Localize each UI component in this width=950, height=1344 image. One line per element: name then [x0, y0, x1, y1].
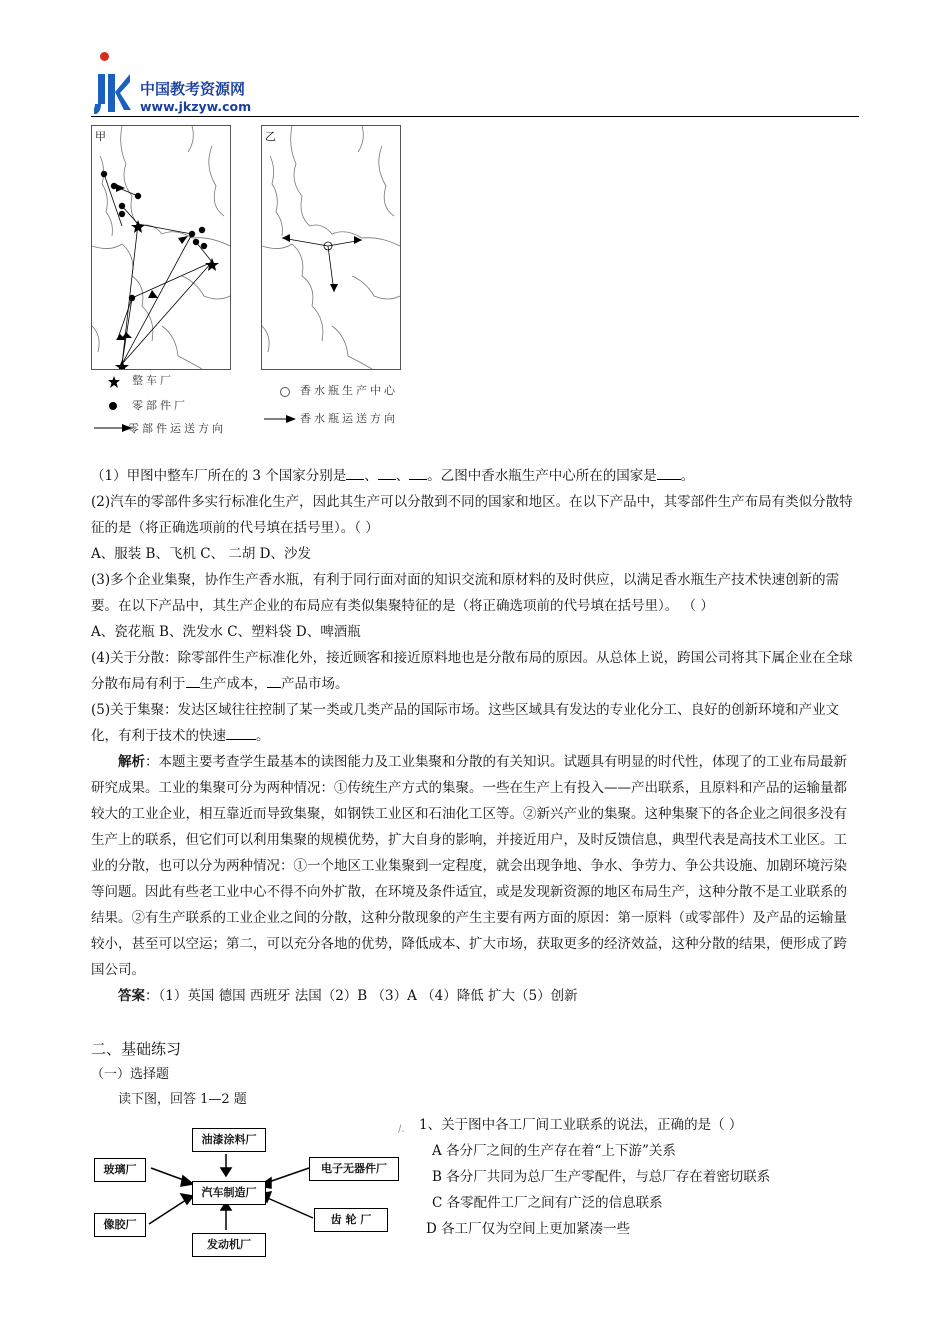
q4-blank-1[interactable] [186, 673, 200, 688]
mcq-option-c[interactable]: C 各零配件工厂之间有广泛的信息联系 [432, 1195, 663, 1211]
analysis-text: ：本题主要考查学生最基本的读图能力及工业集聚和分散的有关知识。试题具有明显的时代性，体现了的工业布局最新研究成果。工业的集聚可分为两种情况：①传统生产方式的集聚。一些在生产上有投入——产出联系，且原料和产品的运输量都较大的工业企业，相互靠近而导致集聚，如钢铁工业区和石油化工区等。②新兴产业的集聚。这种集聚下的各企业之间很多没有生产上的联系，但它们可以利用集聚的规模优势，扩大自身的影响，并接近用户，及时反馈信息，典型代表是高技术工业区。工业的分散，也可以分为两种情况：①一个地区工业集聚到一定程度，就会出现争地、争水、争劳力、争公共设施、加剧环境污染等问题。因此有些老工业中心不得不向外扩散，在环境及条件适宜，或是发现新资源的地区布局生产，这种分散不是工业联系的结果。②有生产联系的工业企业之间的分散，这种分散现象的产生主要有两方面的原因：第一原料（或零部件）及产品的运输量较小，甚至可以空运；第二，可以充分各地的优势，降低成本、扩大市场，获取更多的经济效益，这种分散的结果，便形成了跨国公司。 [91, 754, 847, 978]
map-a-label: 甲 [95, 130, 106, 143]
question-4 [91, 645, 859, 697]
section-instruction: 读下图，回答 1—2 题 [118, 1092, 247, 1107]
q5-text-end: 。 [256, 728, 270, 744]
box-gear-factory: 齿 轮 厂 [314, 1208, 388, 1232]
box-car-factory: 汽车制造厂 [192, 1181, 266, 1205]
question-1 [91, 463, 694, 489]
q4-text-end: 产品市场。 [281, 676, 349, 692]
legend-perfume-direction: 香水瓶运送方向 [300, 412, 398, 425]
mcq-option-a[interactable]: A 各分厂之间的生产存在着“上下游”关系 [432, 1143, 676, 1159]
map-b [261, 125, 401, 370]
q1-text-pre: （1）甲图中整车厂所在的 3 个国家分别是 [91, 468, 347, 484]
q4-blank-2[interactable] [267, 673, 281, 688]
logo-title: 中国教考资源网 [140, 80, 246, 98]
map-a [91, 125, 231, 370]
answer-text: ：（1）英国 德国 西班牙 法国（2）B （3）A （4）降低 扩大（5）创新 [145, 988, 578, 1004]
map-b-label: 乙 [265, 130, 276, 143]
logo-url[interactable]: www.jkzyw.com [140, 99, 252, 114]
answer-label: 答案 [118, 988, 145, 1004]
box-glass-factory: 玻璃厂 [94, 1158, 146, 1182]
q1-blank-2[interactable] [378, 465, 396, 480]
section-title: 二、基础练习 [91, 1040, 182, 1058]
box-paint-factory: 油漆涂料厂 [192, 1128, 266, 1152]
q1-text-mid: 。乙图中香水瓶生产中心所在的国家是 [427, 468, 657, 484]
q1-blank-1[interactable] [346, 465, 364, 480]
question-3-options: A、瓷花瓶 B、洗发水 C、塑料袋 D、啤酒瓶 [91, 624, 361, 640]
question-5 [91, 697, 859, 749]
analysis-label: 解析 [118, 754, 145, 770]
logo-jk-icon [94, 62, 132, 114]
mcq-mark: /. [398, 1124, 405, 1135]
logo-dot [100, 52, 109, 61]
q1-end: 。 [680, 468, 695, 484]
question-2: (2)汽车的零部件多实行标准化生产，因此其生产可以分散到不同的国家和地区。在以下产品中，其零部件生产布局有类似分散特征的是（将正确选项前的代号填在括号里）。（ ） [91, 494, 853, 536]
box-engine-factory: 发动机厂 [192, 1233, 266, 1257]
q4-text-pre: (4)关于分散：除零部件生产标准化外，接近顾客和接近原料地也是分散布局的原因。从总体上说，跨国公司将其下属企业在全球分散布局有利于 [91, 650, 853, 692]
legend-dot-icon [109, 402, 117, 410]
q1-sep-2: 、 [395, 468, 410, 484]
legend-perfume-arrow-icon [264, 414, 298, 424]
q4-text-mid: 生产成本， [199, 676, 267, 692]
analysis [91, 749, 859, 983]
legend-assembly-plant: 整车厂 [132, 374, 174, 387]
legend-parts-plant: 零部件厂 [132, 399, 188, 412]
box-rubber-factory: 像胶厂 [94, 1213, 146, 1237]
q1-sep-1: 、 [364, 468, 378, 484]
header-divider [91, 116, 859, 117]
box-electronics-factory: 电子无器件厂 [309, 1157, 399, 1181]
mcq-option-b[interactable]: B 各分厂共同为总厂生产零配件，与总厂存在着密切联系 [432, 1169, 771, 1185]
q1-blank-4[interactable] [657, 465, 681, 480]
q1-blank-3[interactable] [409, 465, 427, 480]
map-a-drawing [92, 126, 230, 369]
question-3: (3)多个企业集聚，协作生产香水瓶，有利于同行面对面的知识交流和原材料的及时供应，以满足香水瓶生产技术快速创新的需要。在以下产品中，其生产企业的布局应有类似集聚特征的是（将正确选项前的代号填在括号里）。 （ ） [91, 572, 840, 614]
q5-text-pre: (5)关于集聚：发达区域往往控制了某一类或几类产品的国际市场。这些区域具有发达的专业化分工、良好的创新环境和产业文化，有利于技术的快速 [91, 702, 840, 744]
legend-circle-icon [280, 387, 290, 397]
legend-parts-direction: 零部件运送方向 [128, 422, 226, 435]
answer [118, 983, 578, 1009]
legend-perfume-center: 香水瓶生产中心 [300, 384, 398, 397]
mcq-option-d[interactable]: D 各工厂仅为空间上更加紧凑一些 [426, 1221, 631, 1237]
map-b-drawing [262, 126, 400, 369]
question-2-options: A、服装 B、飞机 C、 二胡 D、沙发 [91, 546, 311, 562]
legend-star-icon [108, 376, 120, 388]
q5-blank[interactable] [226, 725, 256, 740]
mcq-stem: 1、关于图中各工厂间工业联系的说法，正确的是（ ） [419, 1117, 743, 1133]
section-subtitle: （一）选择题 [91, 1067, 170, 1082]
